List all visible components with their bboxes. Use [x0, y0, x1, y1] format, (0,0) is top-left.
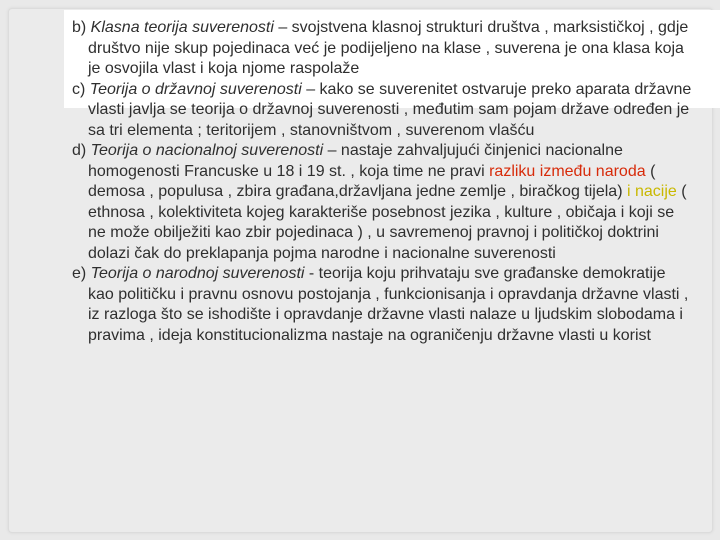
list-item-e	[72, 264, 692, 346]
item-text: – svojstvena klasnoj strukturi društva , marksističkoj , gdje društvo nije skup pojedinaca već je podijeljeno na klase , suverena je ona klasa koja je osvojila vlast i koja njome raspolaže	[88, 19, 689, 77]
item-prefix: b)	[72, 19, 91, 36]
item-prefix: e)	[72, 265, 91, 282]
item-text: - teorija koju prihvataju sve građanske demokratije kao političku i pravnu osnovu postojanja , funkcionisanja i opravdanja državne vlasti , iz razloga što se ishodište i opravdanje državne vlasti nalaze u ljudskim slobodama i pravima , ideja konstitucionalizma nastaje na ograničenju državne vlasti u korist	[88, 265, 689, 344]
highlight-red-text: razliku između naroda	[489, 162, 646, 180]
theory-list	[72, 18, 692, 346]
item-text: ( ethnosa , kolektiviteta kojeg karakteriše posebnost jezika , kulture , običaja i koji se ne može obilježiti kao zbir pojedinaca ) , u savremenoj pravnoj i političkoj doktrini dolazi čak do preklapanja pojma narodne i nacionalne suverenosti	[88, 183, 687, 262]
highlight-yellow-text: i nacije	[626, 183, 677, 200]
item-text: – nastaje zahvaljujući činjenici nacionalne homogenosti Francuske u 18 i 19 st. , koja time ne pravi	[88, 142, 623, 180]
item-term: Teorija o državnoj suverenosti	[89, 80, 302, 98]
item-prefix: c)	[72, 80, 90, 98]
list-item-b	[72, 18, 692, 80]
item-prefix: d)	[72, 142, 91, 159]
list-item-d	[72, 141, 692, 264]
item-text: – kako se suverenitet ostvaruje preko aparata državne vlasti javlja se teorija o državnoj suverenosti , međutim sam pojam države određen je sa tri elementa ; teritorijem , stanovništvom , suverenom vlašću	[88, 80, 692, 139]
list-item-c	[72, 80, 692, 142]
item-term: Teorija o nacionalnoj suverenosti	[90, 142, 324, 159]
item-text: ( demosa , populusa , zbira građana,državljana jedne zemlje , biračkog tijela)	[88, 162, 656, 200]
item-term: Klasna teorija suverenosti	[90, 19, 274, 36]
item-term: Teorija o narodnoj suverenosti	[90, 265, 305, 282]
